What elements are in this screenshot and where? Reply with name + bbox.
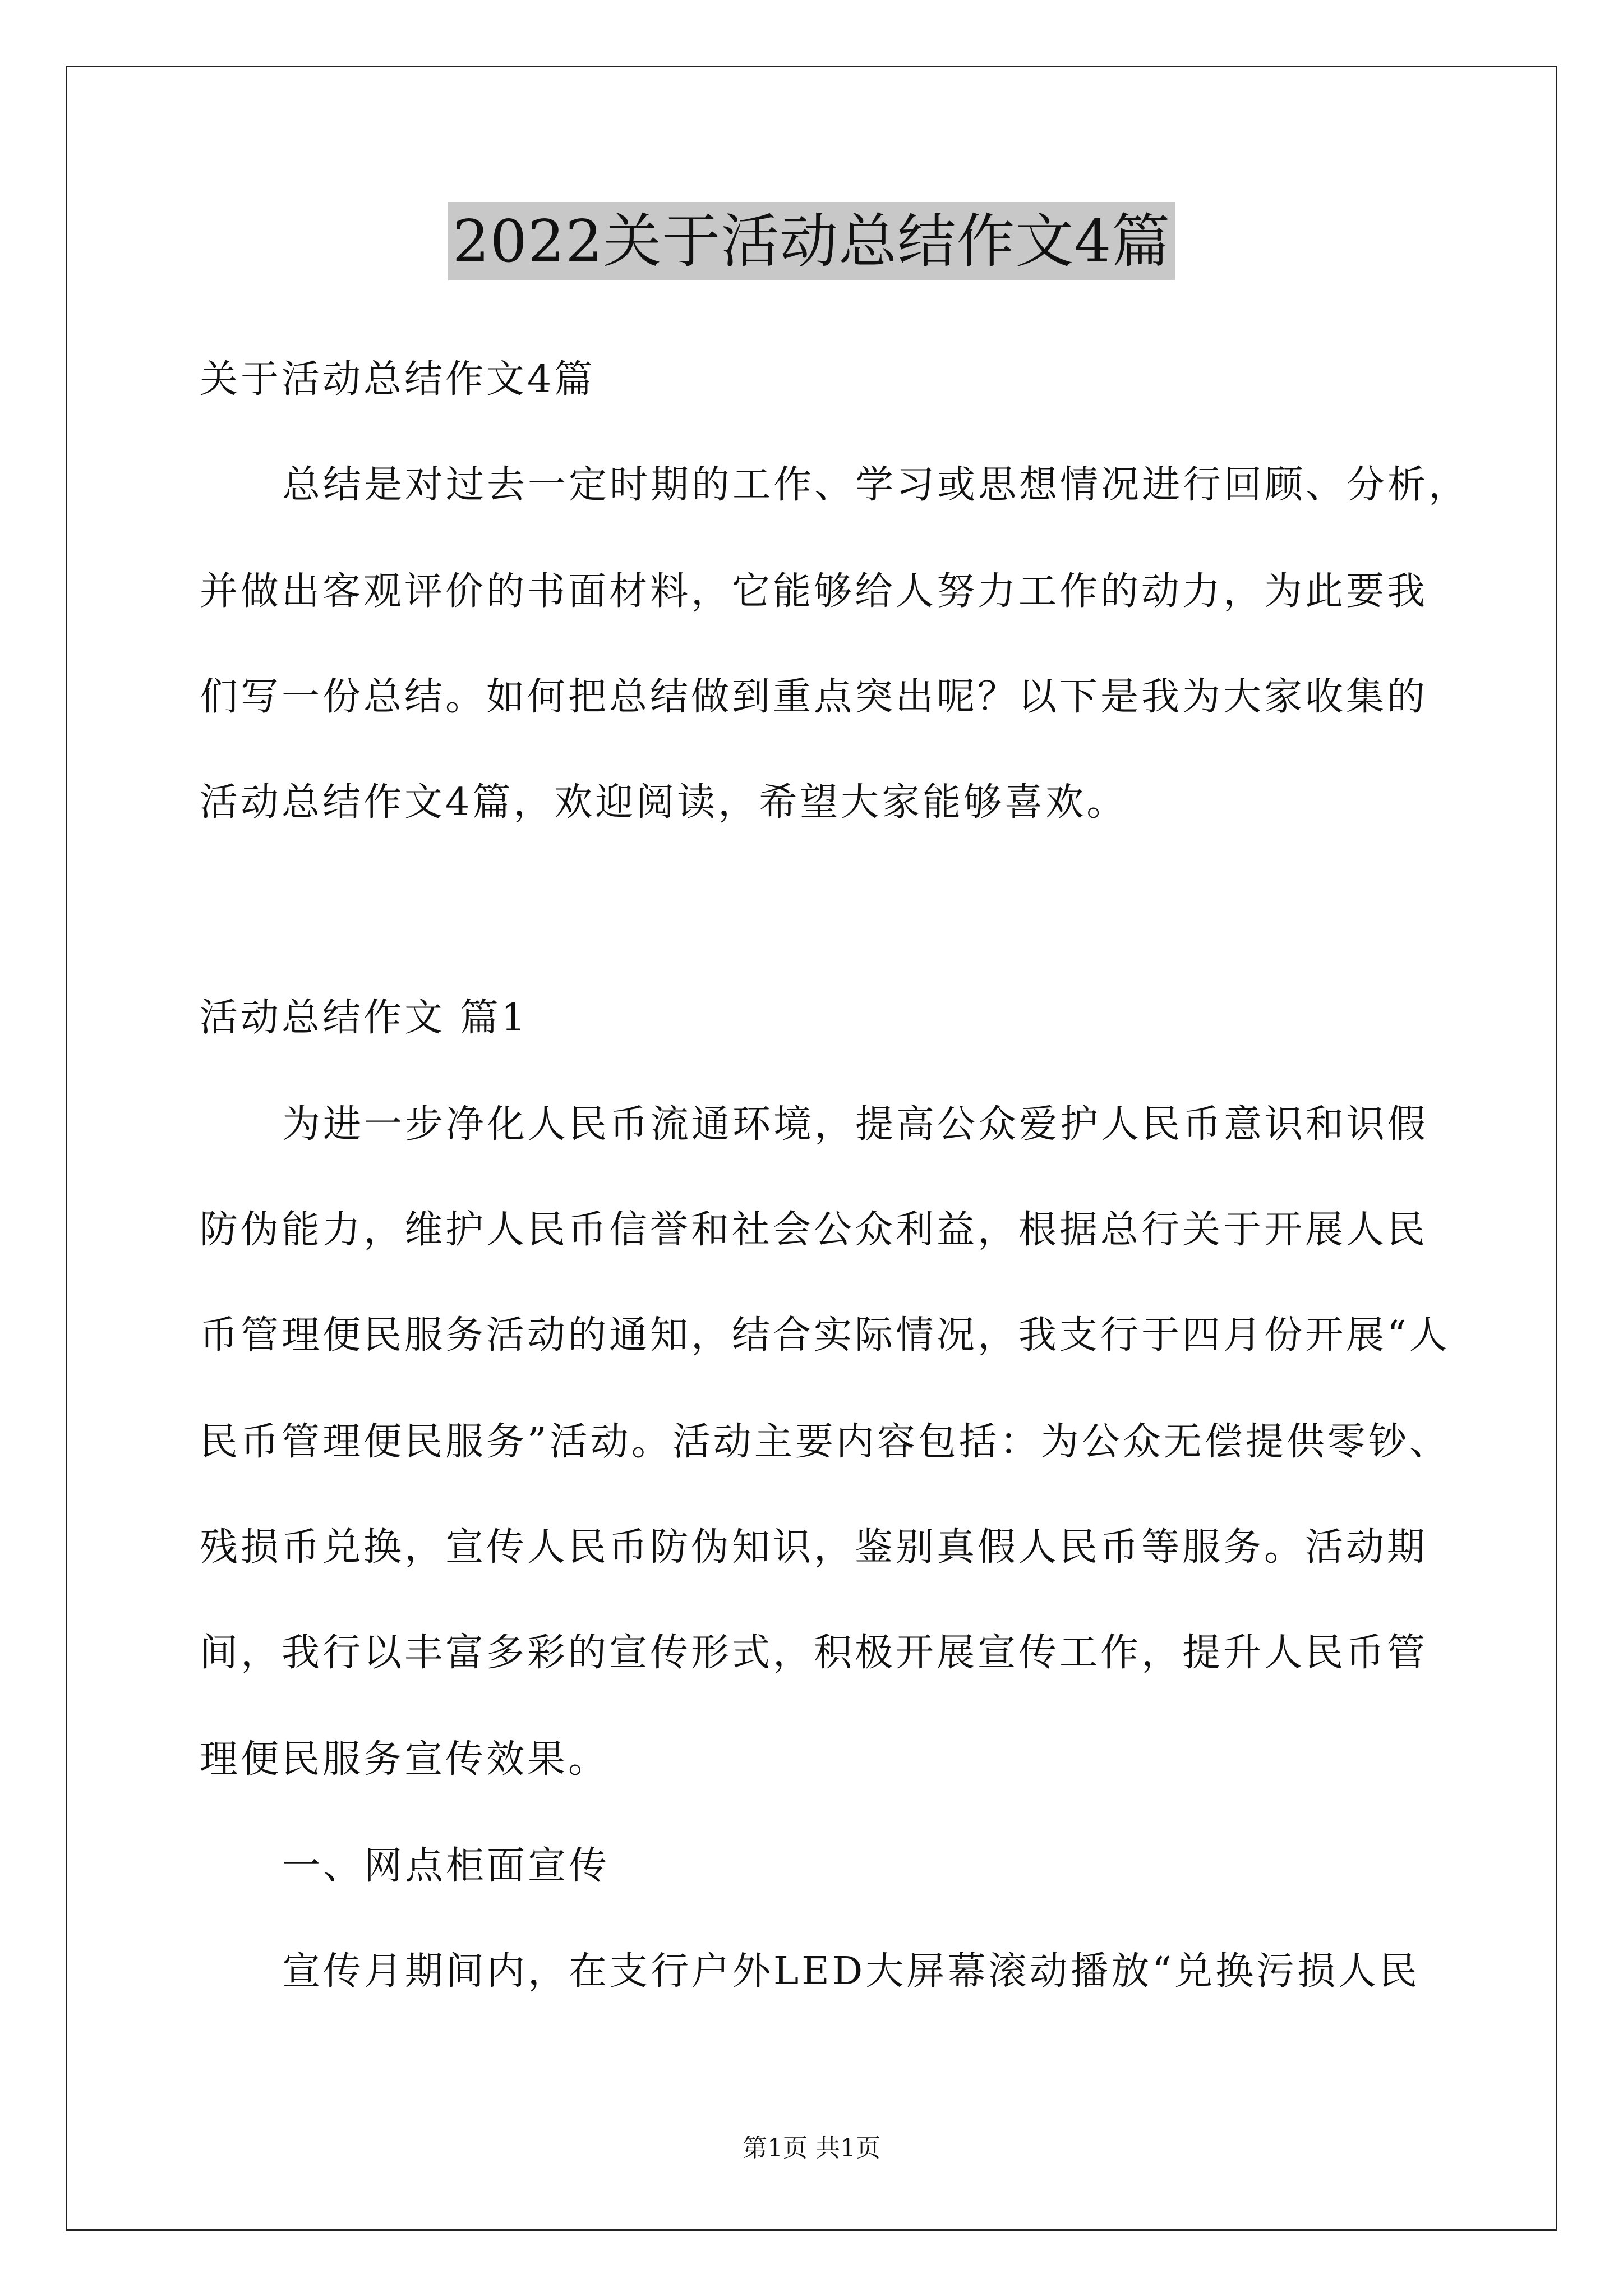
intro-line-1: 总结是对过去一定时期的工作、学习或思想情况进行回顾、分析， bbox=[282, 463, 1470, 507]
section-line-7: 理便民服务宣传效果。 bbox=[200, 1737, 610, 1782]
section-line-2: 防伪能力，维护人民币信誉和社会公众利益，根据总行关于开展人民 bbox=[200, 1208, 1428, 1252]
title-container bbox=[0, 202, 1623, 280]
section-heading: 活动总结作文 篇1 bbox=[200, 996, 528, 1040]
intro-line-3: 们写一份总结。如何把总结做到重点突出呢？以下是我为大家收集的 bbox=[200, 675, 1428, 719]
intro-line-2: 并做出客观评价的书面材料，它能够给人努力工作的动力，为此要我 bbox=[200, 569, 1428, 614]
document-title: 2022关于活动总结作文4篇 bbox=[448, 202, 1175, 280]
section-line-1: 为进一步净化人民币流通环境，提高公众爱护人民币意识和识假 bbox=[282, 1102, 1429, 1147]
section-line-6: 间，我行以丰富多彩的宣传形式，积极开展宣传工作，提升人民币管 bbox=[200, 1631, 1428, 1675]
section-line-5: 残损币兑换，宣传人民币防伪知识，鉴别真假人民币等服务。活动期 bbox=[200, 1525, 1428, 1570]
document-subtitle: 关于活动总结作文4篇 bbox=[200, 357, 596, 402]
subheading: 一、网点柜面宣传 bbox=[282, 1844, 610, 1888]
intro-line-4: 活动总结作文4篇，欢迎阅读，希望大家能够喜欢。 bbox=[200, 780, 1128, 825]
last-line: 宣传月期间内，在支行户外LED大屏幕滚动播放“兑换污损人民 bbox=[282, 1949, 1421, 1994]
section-line-3: 币管理便民服务活动的通知，结合实际情况，我支行于四月份开展“人 bbox=[200, 1313, 1450, 1358]
page-number: 第1页 共1页 bbox=[743, 2134, 880, 2162]
section-line-4: 民币管理便民服务”活动。活动主要内容包括：为公众无偿提供零钞、 bbox=[200, 1420, 1450, 1464]
